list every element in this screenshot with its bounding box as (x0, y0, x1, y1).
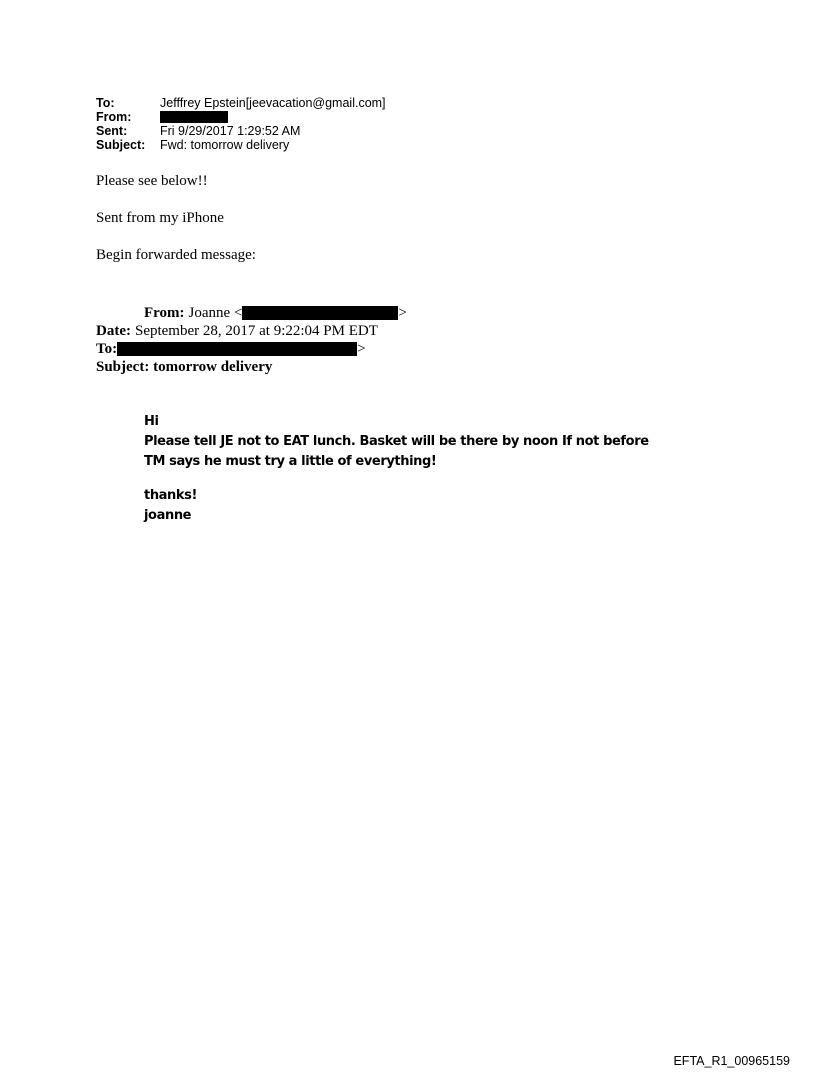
body-line-2: Sent from my iPhone (96, 210, 224, 226)
fwd-date-value: September 28, 2017 at 9:22:04 PM EDT (134, 323, 378, 339)
from-label: From: (96, 110, 132, 124)
fwd-to-row (96, 340, 407, 358)
message-line-2: Please tell JE not to EAT lunch. Basket will be there by noon If not before (144, 434, 649, 449)
fwd-date-row (96, 322, 407, 340)
document-id: EFTA_R1_00965159 (673, 1054, 790, 1068)
fwd-subject-row: Subject: tomorrow delivery (96, 359, 273, 375)
header-to-row (96, 96, 386, 110)
fwd-from-row (96, 304, 407, 322)
fwd-from-redaction (242, 306, 398, 320)
message-line-1: Hi (144, 414, 159, 429)
fwd-to-close: > (357, 341, 366, 357)
header-subject-row (96, 138, 386, 152)
message-line-5: joanne (144, 508, 192, 523)
fwd-from-close: > (398, 305, 407, 321)
header-from-row (96, 110, 386, 124)
body-line-1: Please see below!! (96, 173, 208, 189)
header-sent-row (96, 124, 386, 138)
forwarded-header (96, 304, 407, 376)
sent-label: Sent: (96, 124, 128, 138)
fwd-from-label: From: (144, 305, 185, 321)
sent-value: Fri 9/29/2017 1:29:52 AM (160, 124, 301, 138)
message-spacer (144, 472, 649, 486)
fwd-to-label: To: (96, 341, 118, 357)
fwd-to-redaction (117, 342, 357, 356)
message-body (144, 412, 649, 526)
body-line-3: Begin forwarded message: (96, 247, 256, 263)
to-value: Jefffrey Epstein[jeevacation@gmail.com] (160, 96, 386, 110)
subject-value: Fwd: tomorrow delivery (160, 138, 290, 152)
to-label: To: (96, 96, 115, 110)
message-line-3: TM says he must try a little of everything! (144, 454, 437, 469)
subject-label: Subject: (96, 138, 146, 152)
from-redaction (160, 111, 228, 123)
fwd-date-label: Date: (96, 323, 131, 339)
email-header (96, 96, 386, 152)
fwd-from-name: Joanne < (188, 305, 243, 321)
message-line-4: thanks! (144, 488, 198, 503)
